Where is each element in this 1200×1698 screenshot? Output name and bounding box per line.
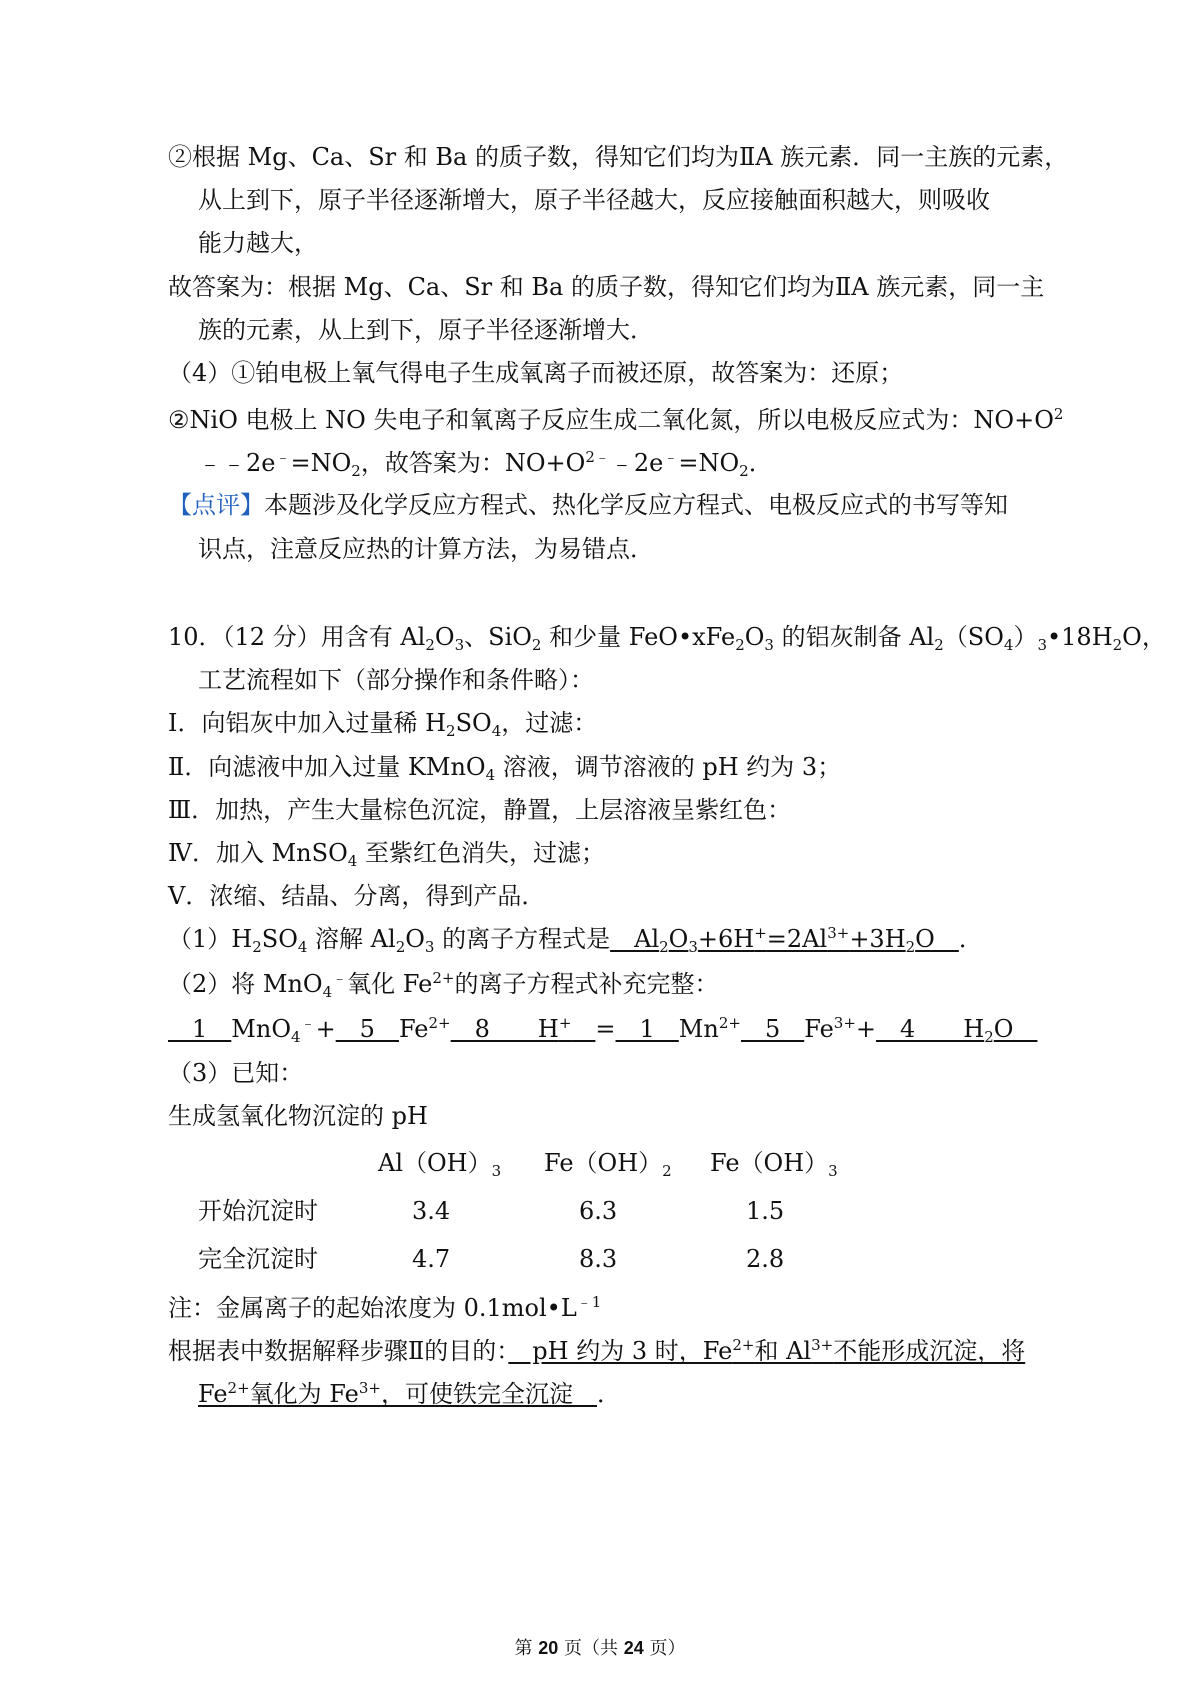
step-2: Ⅱ．向滤液中加入过量 KMnO$_4$ 溶液，调节溶液的 pH 约为 3； xyxy=(168,753,842,784)
prev-q4-line1: （4）①铂电极上氧气得电子生成氧离子而被还原，故答案为：还原； xyxy=(168,359,904,387)
table-header-al-oh3: $Al(OH)_3$ xyxy=(378,1149,502,1180)
q10-title: 10．（12 分）用含有 $Al_2O_3$、SiO$_2$ 和少量 $FeO•xFe_2O_3$ 的铝灰制备 $Al_2(SO_4)_3•18H_2O$， xyxy=(168,623,1166,654)
review-tag: 【点评】 xyxy=(168,491,264,519)
page-total: 24 xyxy=(623,1638,644,1658)
coef-3: 8 H+ xyxy=(450,1014,572,1043)
step-3: Ⅲ．加热，产生大量棕色沉淀，静置，上层溶液呈紫红色： xyxy=(168,796,792,824)
prev-q4-line3: $﹣﹣2e^﹣=NO_2$，故答案为：$NO+O^{2﹣}﹣2e^﹣=NO_2$． xyxy=(198,448,773,480)
coef-1: 1 xyxy=(168,1015,232,1043)
table-cell: 8.3 xyxy=(579,1245,618,1273)
step-4: Ⅳ．加入 MnSO$_4$ 至紫红色消失，过滤； xyxy=(168,839,605,870)
part-1: $(1)H_2SO_4$ 溶解 $Al_2O_3$ 的离子方程式是 $Al_2O_3+6H^+=2Al^{3+}+3H_2O$ ． xyxy=(168,924,983,956)
table-row-label: 完全沉淀时 xyxy=(198,1245,318,1273)
table-row-label: 开始沉淀时 xyxy=(198,1197,318,1225)
prev-answer-line2: 族的元素，从上到下，原子半径逐渐增大． xyxy=(198,316,654,344)
table-cell: 3.4 xyxy=(412,1197,451,1225)
prev-p2-line1: ②根据 Mg、Ca、Sr 和 Ba 的质子数，得知它们均为ⅡA 族元素．同一主族的元素， xyxy=(168,143,1069,171)
table-note: 注：金属离子的起始浓度为 $0.1mol•L^{﹣1}$ xyxy=(168,1293,602,1322)
part-2: （2）将 MnO$_4$﹣氧化 $Fe^{2+}$的离子方程式补充完整： xyxy=(168,969,719,1001)
review-line2: 识点，注意反应热的计算方法，为易错点． xyxy=(198,535,654,563)
balanced-equation: 1 MnO$_4$﹣+ 5 $Fe^{2+}$ 8 H+ = 1 $Mn^{2+}$ 5 $Fe^{3+}+$ 4 $H_2O$ xyxy=(168,1014,1038,1046)
explanation-answer: pH 约为 3 时，$Fe^{2+}$和 $Al^{3+}$不能形成沉淀，将 xyxy=(508,1336,1026,1365)
table-cell: 4.7 xyxy=(412,1245,451,1273)
coef-6: 4 $H_2O$ xyxy=(876,1015,1038,1046)
part-1-answer: $Al_2O_3+6H^+=2Al^{3+}+3H_2O$ xyxy=(610,924,959,956)
page-footer: 第 20 页（共 24 页） xyxy=(514,1638,686,1659)
part-3: （3）已知： xyxy=(168,1059,304,1087)
page-number: 20 xyxy=(538,1638,559,1658)
table-caption: 生成氢氧化物沉淀的 pH xyxy=(168,1102,428,1130)
q10-title-line2: 工艺流程如下（部分操作和条件略）： xyxy=(198,666,594,694)
prev-q4-line2: ②NiO 电极上 NO 失电子和氧离子反应生成二氧化氮，所以电极反应式为：$NO+O^2$ xyxy=(168,405,1064,434)
step-1: Ⅰ．向铝灰中加入过量稀 $H_2SO_4$，过滤： xyxy=(168,709,598,740)
table-cell: 2.8 xyxy=(746,1245,785,1273)
coef-5: 5 xyxy=(740,1015,805,1043)
table-header-fe-oh2: $Fe(OH)_2$ xyxy=(544,1149,672,1180)
coef-2: 5 xyxy=(335,1015,399,1043)
explanation-line1: 根据表中数据解释步骤Ⅱ的目的： pH 约为 3 时，$Fe^{2+}$和 $Al^{3+}$不能形成沉淀，将 xyxy=(168,1336,1026,1365)
prev-p2-line3: 能力越大， xyxy=(198,229,318,257)
coef-4: 1 xyxy=(615,1015,679,1043)
step-5: Ⅴ．浓缩、结晶、分离，得到产品． xyxy=(168,882,546,910)
explanation-line2: $Fe^{2+}$氧化为 $Fe^{3+}$，可使铁完全沉淀 ． xyxy=(198,1379,621,1408)
table-cell: 6.3 xyxy=(579,1197,618,1225)
table-cell: 1.5 xyxy=(746,1197,785,1225)
table-header-fe-oh3: $Fe(OH)_3$ xyxy=(710,1149,838,1180)
prev-p2-line2: 从上到下，原子半径逐渐增大，原子半径越大，反应接触面积越大，则吸收 xyxy=(198,186,990,214)
prev-answer-line1: 故答案为：根据 Mg、Ca、Sr 和 Ba 的质子数，得知它们均为ⅡA 族元素，同一主 xyxy=(168,273,1045,301)
review-line1: 【点评】本题涉及化学反应方程式、热化学反应方程式、电极反应式的书写等知 xyxy=(168,491,1008,519)
explanation-answer-cont: $Fe^{2+}$氧化为 $Fe^{3+}$，可使铁完全沉淀 xyxy=(198,1379,597,1408)
